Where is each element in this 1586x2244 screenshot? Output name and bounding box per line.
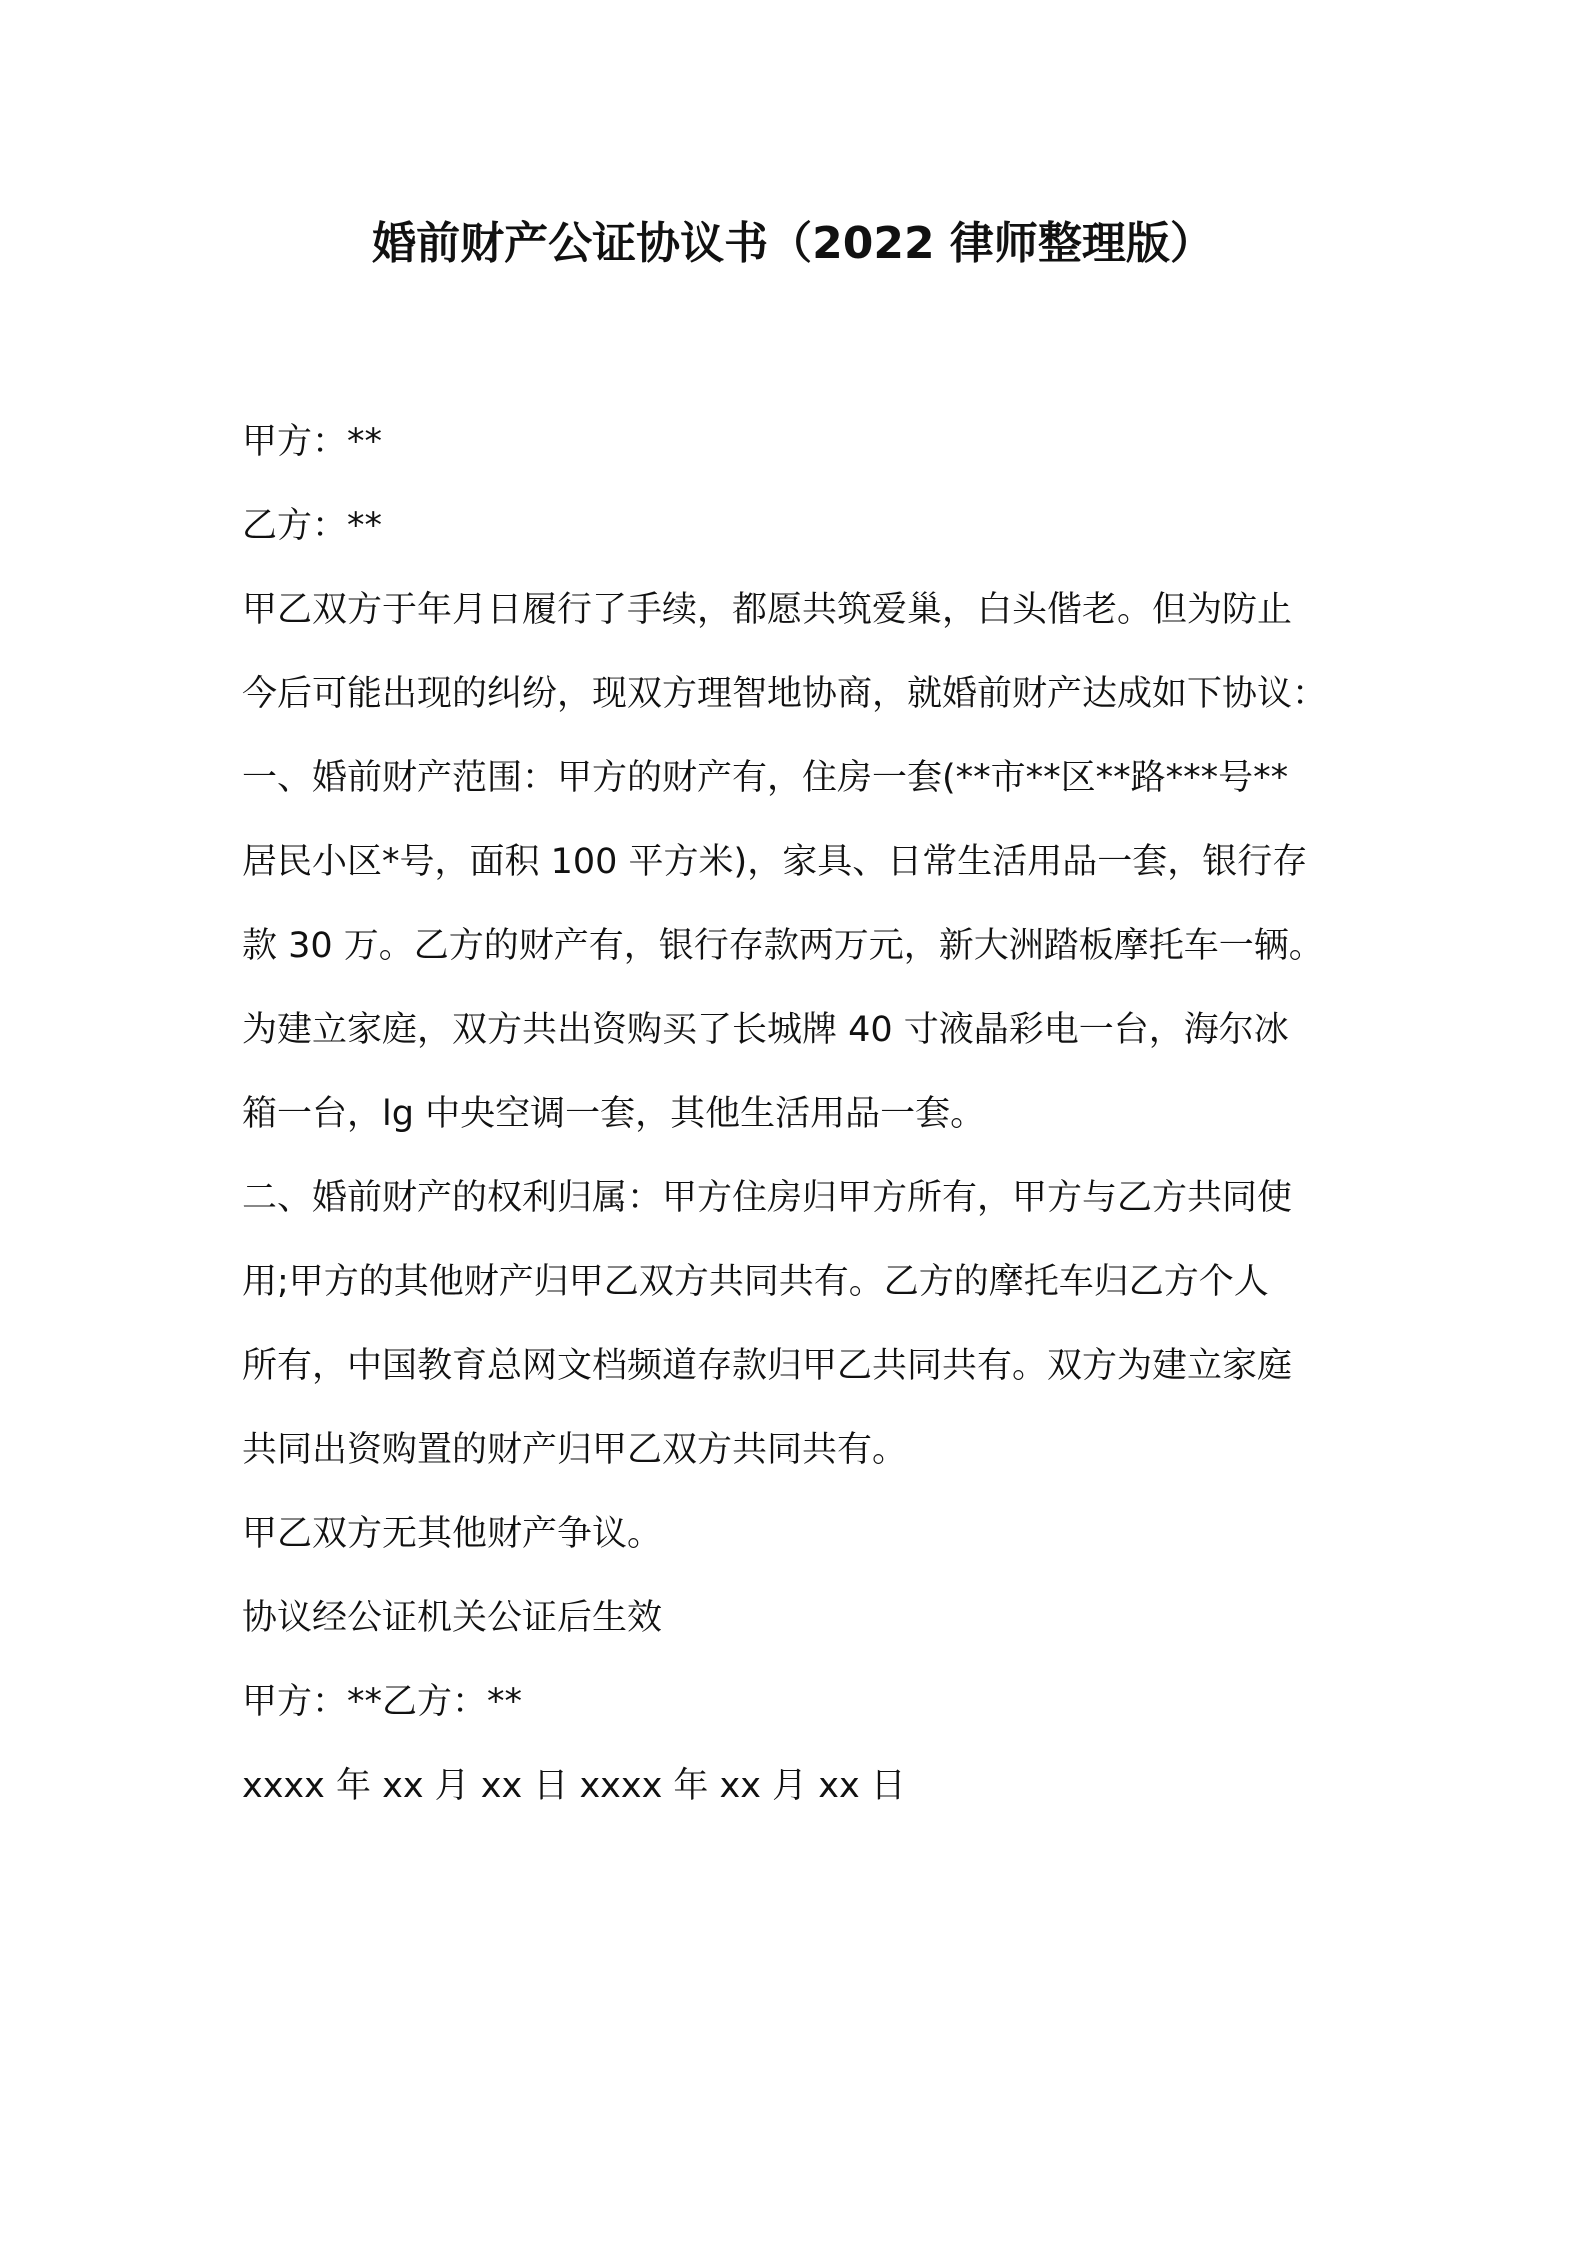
- clause-1-line-3: 款 30 万。乙方的财产有，银行存款两万元，新大洲踏板摩托车一辆。: [242, 926, 1324, 966]
- clause-1-line-4: 为建立家庭，双方共出资购买了长城牌 40 寸液晶彩电一台，海尔冰: [242, 1010, 1289, 1050]
- preamble-line-1: 甲乙双方于年月日履行了手续，都愿共筑爱巢，白头偕老。但为防止: [242, 590, 1293, 630]
- clause-2-line-1: 二、婚前财产的权利归属：甲方住房归甲方所有，甲方与乙方共同使: [242, 1178, 1293, 1218]
- clause-1-line-5: 箱一台，lg 中央空调一套，其他生活用品一套。: [242, 1094, 986, 1134]
- clause-1-line-2: 居民小区*号，面积 100 平方米)，家具、日常生活用品一套，银行存: [242, 842, 1308, 882]
- clause-2-line-3: 所有，中国教育总网文档频道存款归甲乙共同共有。双方为建立家庭: [242, 1346, 1293, 1386]
- preamble-line-2: 今后可能出现的纠纷，现双方理智地协商，就婚前财产达成如下协议：: [242, 674, 1328, 714]
- document-body: [242, 400, 1352, 1828]
- document-title: 婚前财产公证协议书（2022 律师整理版）: [372, 218, 1214, 269]
- clause-2-line-2: 用;甲方的其他财产归甲乙双方共同共有。乙方的摩托车归乙方个人: [242, 1262, 1269, 1302]
- effective-line: 协议经公证机关公证后生效: [242, 1598, 663, 1638]
- signature-line: 甲方：**乙方：**: [242, 1682, 523, 1722]
- no-dispute-line: 甲乙双方无其他财产争议。: [242, 1514, 663, 1554]
- clause-2-line-4: 共同出资购置的财产归甲乙双方共同共有。: [242, 1430, 908, 1470]
- date-line: xxxx 年 xx 月 xx 日 xxxx 年 xx 月 xx 日: [242, 1766, 906, 1806]
- clause-1-line-1: 一、婚前财产范围：甲方的财产有，住房一套(**市**区**路***号**: [242, 758, 1289, 798]
- party-a-line: 甲方：**: [242, 422, 383, 462]
- party-b-line: 乙方：**: [242, 506, 383, 546]
